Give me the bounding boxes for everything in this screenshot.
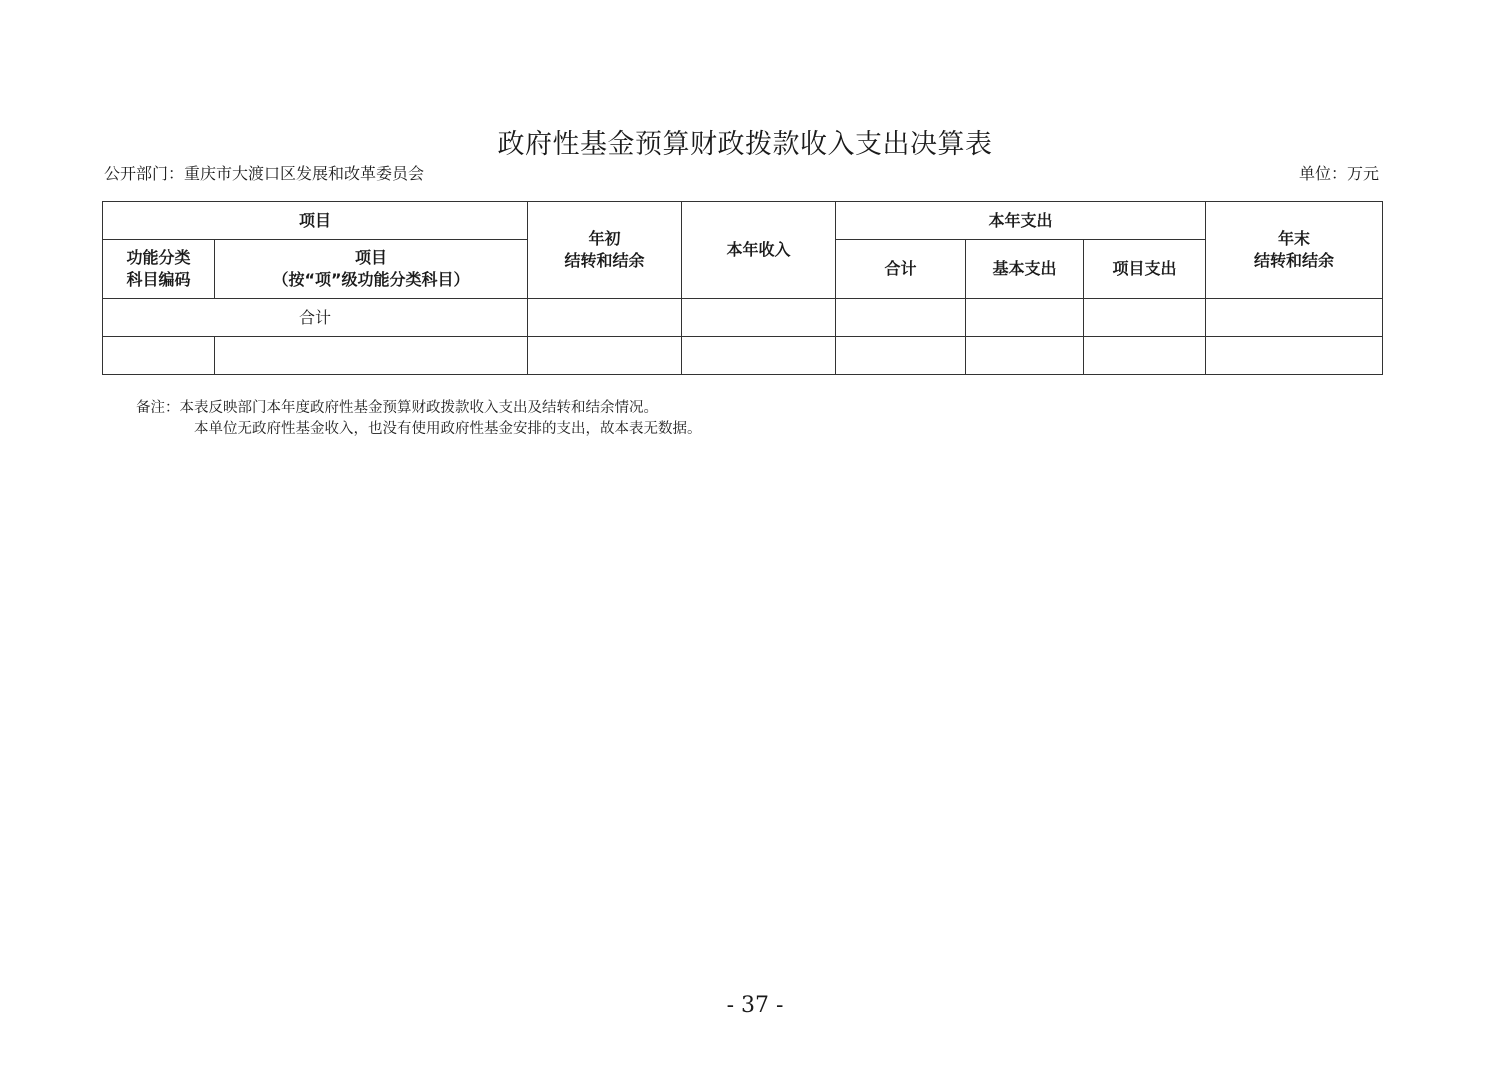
total-row	[103, 299, 1383, 337]
header-exp-project: 项目支出	[1084, 240, 1206, 299]
header-closing-balance-line1: 年末	[1278, 229, 1311, 248]
header-item-line1: 项目	[355, 248, 388, 267]
row-exp-total	[836, 337, 966, 375]
header-opening-balance-line1: 年初	[588, 229, 621, 248]
row-code	[103, 337, 215, 375]
header-item-line2: （按“项”级功能分类科目）	[272, 270, 470, 289]
header-income: 本年收入	[682, 202, 836, 299]
row-exp-basic	[966, 337, 1084, 375]
note-line-2: 本单位无政府性基金收入，也没有使用政府性基金安排的支出，故本表无数据。	[194, 421, 702, 437]
total-closing-balance	[1206, 299, 1383, 337]
header-code-line2: 科目编码	[126, 270, 191, 289]
header-row-1	[103, 202, 1383, 240]
header-item	[215, 240, 528, 299]
page-title: 政府性基金预算财政拨款收入支出决算表	[497, 129, 993, 160]
header-code-line1: 功能分类	[126, 248, 191, 267]
total-income	[682, 299, 836, 337]
header-expenditure-group: 本年支出	[836, 202, 1206, 240]
header-project-group: 项目	[103, 202, 528, 240]
table-row	[103, 337, 1383, 375]
header-code	[103, 240, 215, 299]
header-opening-balance	[528, 202, 682, 299]
page-number: - 37 -	[726, 993, 784, 1018]
header-exp-basic: 基本支出	[966, 240, 1084, 299]
row-income	[682, 337, 836, 375]
total-row-label: 合计	[103, 299, 528, 337]
note-line-1: 备注：本表反映部门本年度政府性基金预算财政拨款收入支出及结转和结余情况。	[136, 400, 658, 416]
fund-budget-table	[102, 201, 1383, 375]
row-exp-project	[1084, 337, 1206, 375]
header-exp-total: 合计	[836, 240, 966, 299]
row-closing-balance	[1206, 337, 1383, 375]
unit-label: 单位：万元	[1298, 164, 1379, 183]
header-opening-balance-line2: 结转和结余	[564, 251, 645, 270]
total-exp-total	[836, 299, 966, 337]
header-closing-balance	[1206, 202, 1383, 299]
total-exp-project	[1084, 299, 1206, 337]
row-item	[215, 337, 528, 375]
department-label: 公开部门：重庆市大渡口区发展和改革委员会	[104, 164, 425, 183]
notes	[136, 398, 702, 440]
total-exp-basic	[966, 299, 1084, 337]
total-opening-balance	[528, 299, 682, 337]
row-opening-balance	[528, 337, 682, 375]
header-closing-balance-line2: 结转和结余	[1254, 251, 1335, 270]
